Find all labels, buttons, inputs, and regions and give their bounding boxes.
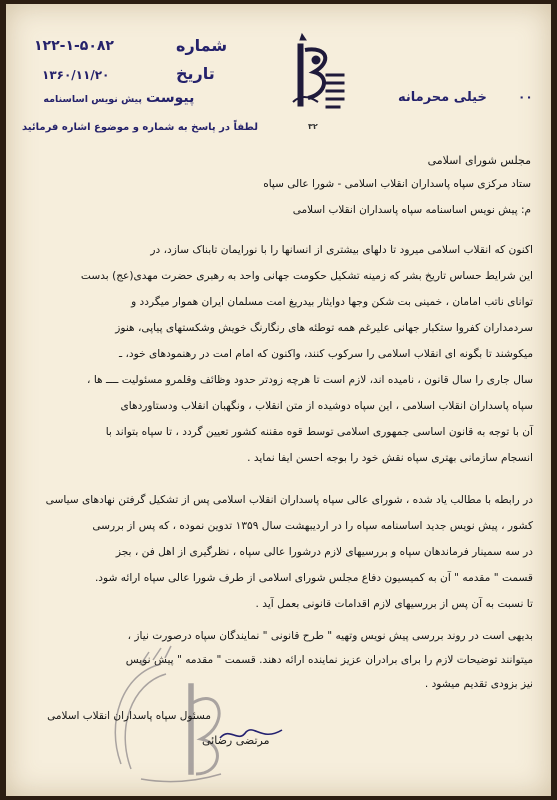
subject-line: م: پیش نویس اساسنامه سپاه پاسداران انقلاب اسلامی [292, 204, 531, 216]
emblem-logo [288, 32, 348, 132]
body-line: اکنون که انقلاب اسلامی میرود تا دلهای بیشتری از انسانها را با نورایمان تابناک سازد، در [150, 244, 533, 256]
date-label: تاریخ [176, 64, 215, 83]
attachment-label: پیوست [146, 90, 195, 106]
addressee-line-1: مجلس شورای اسلامی [427, 154, 531, 167]
emblem-number: ۳۲ [308, 122, 318, 131]
date-value: ۱۳۶۰/۱۱/۲۰ [42, 68, 110, 82]
reply-note: لطفاً در پاسخ به شماره و موضوع اشاره فرمائید [22, 122, 258, 133]
body-line: میکوشند تا بگونه ای انقلاب اسلامی را سرکوب کنند، واکنون که امام امت در رهنمودهای خود، ـ [118, 348, 533, 360]
body-line: انسجام سازمانی بهتری سپاه نقش خود را بوجه احسن ایفا نماید . [247, 452, 533, 464]
body-line: کشور ، پیش نویس جدید اساسنامه سپاه را در اردیبهشت سال ۱۳۵۹ تدوین نموده ، که پس از بررسی [92, 520, 533, 532]
body-line: سردمداران کفروا ستکبار جهانی علیرغم همه توطئه های رنگارنگ خویش وشکستهای پیاپی، هنوز [115, 322, 533, 334]
document-page [6, 4, 551, 796]
body-line: در رابطه با مطالب یاد شده ، شورای عالی سپاه پاسداران انقلاب اسلامی پس از تشکیل گرفتن نهادهای سیاسی [45, 494, 533, 506]
signature-title: مسئول سپاه پاسداران انقلاب اسلامی [47, 710, 211, 722]
body-line: آن با توجه به قانون اساسی جمهوری اسلامی توسط قوه مقننه کشور تعیین گردد ، تا سپاه بتواند با [105, 426, 533, 438]
attachment-value: پیش نویس اساسنامه [43, 94, 142, 105]
body-line: نیز بزودی تقدیم میشود . [424, 678, 533, 690]
number-label: شماره [176, 36, 228, 55]
classification-note: خیلی محرمانه [398, 90, 487, 105]
body-line: بدیهی است در روند بررسی پیش نویس وتهیه " طرح قانونی " نمایندگان سپاه درصورت نیاز ، [127, 630, 533, 642]
addressee-line-2: ستاد مرکزی سپاه پاسداران انقلاب اسلامی - شورا عالی سپاه [263, 178, 531, 190]
body-line: در سه سمینار فرماندهان سپاه و بررسیهای لازم درشورا عالی سپاه ، نظرگیری از اهل فن ، بجز [115, 546, 533, 558]
body-line: تا نسبت به آن پس از بررسیهای لازم اقدامات قانونی بعمل آید . [255, 598, 533, 610]
body-line: میتوانند توضیحات لازم را برای برادران عزیز نماینده ارائه دهند. قسمت " مقدمه " پیش نویس [125, 654, 533, 666]
body-line: سال جاری را سال قانون ، نامیده اند، لازم است تا هرچه زودتر حدود وظائف وقلمرو مسئولیت ــــ ها ، [87, 374, 533, 386]
body-line: سپاه پاسداران انقلاب اسلامی ، این سپاه دوشیده از متن انقلاب ، ونگهبان انقلاب ودستاوردهای [120, 400, 533, 412]
body-line: توانای ناتب امامان ، خمینی بت شکن وجها دوایثار بیدریغ امت مسلمان ایران هموار میگردد و [131, 296, 533, 308]
signature-scribble [216, 722, 286, 746]
signature-name: مرتضی رضائی [202, 734, 270, 747]
classification-mark: ۰۰ [518, 90, 533, 104]
body-line: این شرایط حساس تاریخ بشر که زمینه تشکیل حکومت جهانی واحد به رهبری حضرت مهدی(عج) بدست [80, 270, 533, 282]
body-line: قسمت " مقدمه " آن به کمیسیون دفاع مجلس شورای اسلامی از طرف شورا عالی سپاه ارائه شود. [94, 572, 533, 584]
number-value: ۱۲۲-۱-۵۰۸۲ [34, 38, 114, 54]
